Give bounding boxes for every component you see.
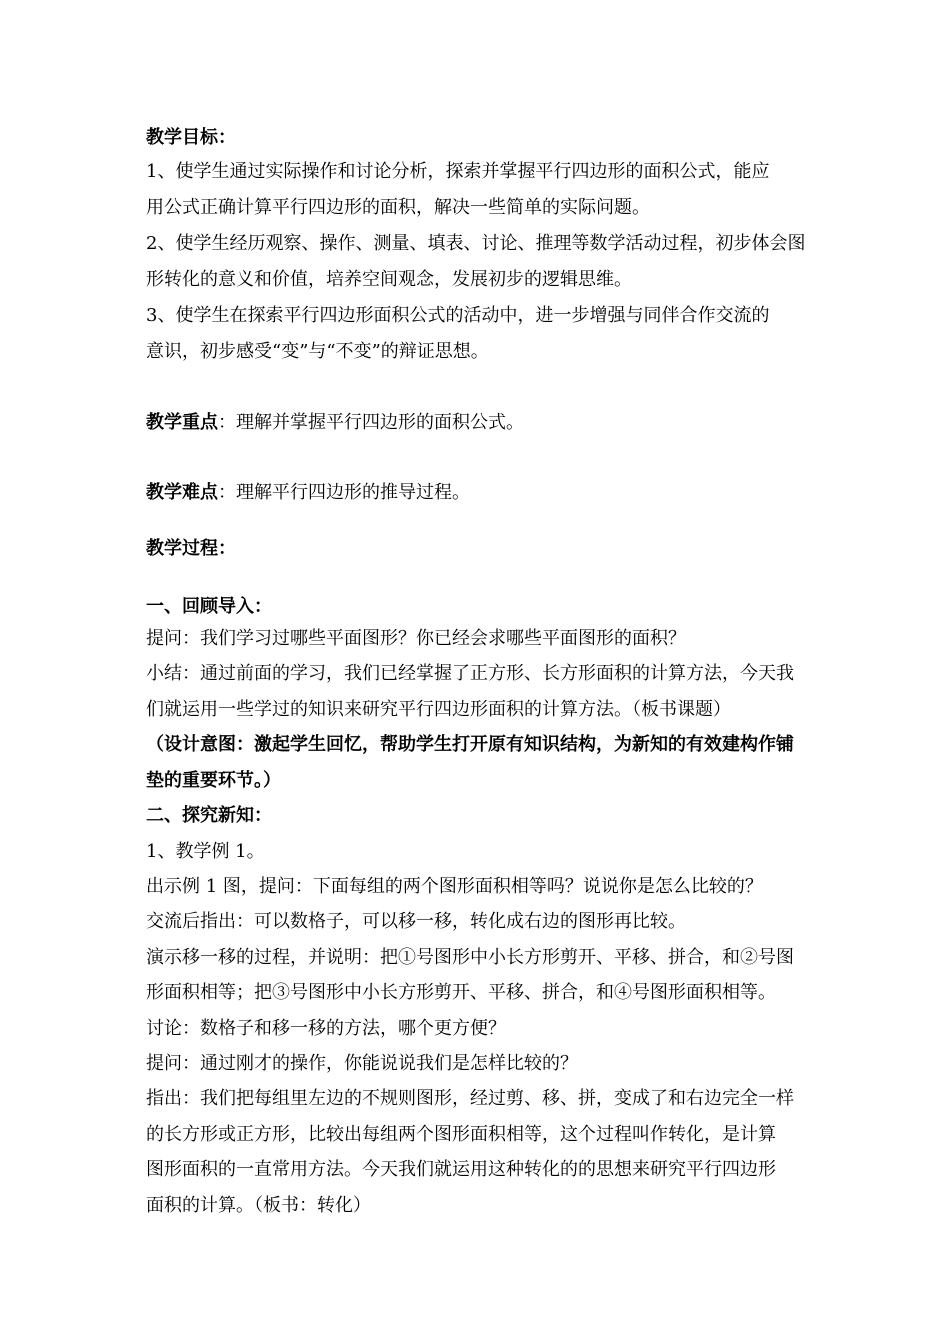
key-point <box>146 410 816 436</box>
section2-line: 1、教学例 1。 <box>146 841 265 862</box>
section2-line: 提问：通过刚才的操作，你能说说我们是怎样比较的？ <box>146 1053 578 1074</box>
objective-line: 用公式正确计算平行四边形的面积，解决一些简单的实际问题。 <box>146 197 650 218</box>
difficulty-text: ：理解平行四边形的推导过程。 <box>218 482 470 503</box>
section2-line: 讨论：数格子和移一移的方法，哪个更方便？ <box>146 1018 506 1039</box>
difficulty-label: 教学难点 <box>146 482 218 503</box>
section1-line: 小结：通过前面的学习，我们已经掌握了正方形、长方形面积的计算方法，今天我 <box>146 663 794 684</box>
difficulty <box>146 480 816 506</box>
section1-line: 提问：我们学习过哪些平面图形？你已经会求哪些平面图形的面积？ <box>146 628 686 649</box>
process-heading: 教学过程： <box>146 538 236 559</box>
section1-line: 们就运用一些学过的知识来研究平行四边形面积的计算方法。（板书课题） <box>146 699 731 720</box>
objective-line: 1、使学生通过实际操作和讨论分析，探索并掌握平行四边形的面积公式，能应 <box>146 161 770 182</box>
objective-line: 3、使学生在探索平行四边形面积公式的活动中，进一步增强与同伴合作交流的 <box>146 305 770 326</box>
objective-line: 意识，初步感受“变”与“不变”的辩证思想。 <box>146 341 489 362</box>
key-point-text: ：理解并掌握平行四边形的面积公式。 <box>218 412 524 433</box>
section2-line: 交流后指出：可以数格子，可以移一移，转化成右边的图形再比较。 <box>146 911 686 932</box>
objectives-heading: 教学目标： <box>146 127 236 148</box>
design-intent-line: （设计意图：激起学生回忆，帮助学生打开原有知识结构，为新知的有效建构作铺 <box>146 734 794 755</box>
section2-line: 指出：我们把每组里左边的不规则图形，经过剪、移、拼，变成了和右边完全一样 <box>146 1088 794 1109</box>
section2-heading: 二、探究新知： <box>146 805 272 826</box>
section2-line: 形面积相等；把③号图形中小长方形剪开、平移、拼合，和④号图形面积相等。 <box>146 982 776 1003</box>
objective-line: 2、使学生经历观察、操作、测量、填表、讨论、推理等数学活动过程，初步体会图 <box>146 233 806 254</box>
section1-heading: 一、回顾导入： <box>146 596 272 617</box>
key-point-label: 教学重点 <box>146 412 218 433</box>
section2-line: 面积的计算。（板书：转化） <box>146 1195 371 1216</box>
design-intent-line: 垫的重要环节。） <box>146 770 281 791</box>
section2-line: 的长方形或正方形，比较出每组两个图形面积相等，这个过程叫作转化，是计算 <box>146 1124 776 1145</box>
section2-line: 图形面积的一直常用方法。今天我们就运用这种转化的的思想来研究平行四边形 <box>146 1159 776 1180</box>
section2-line: 演示移一移的过程，并说明：把①号图形中小长方形剪开、平移、拼合，和②号图 <box>146 947 794 968</box>
objective-line: 形转化的意义和价值，培养空间观念，发展初步的逻辑思维。 <box>146 269 632 290</box>
section2-line: 出示例 1 图，提问：下面每组的两个图形面积相等吗？说说你是怎么比较的？ <box>146 876 763 897</box>
